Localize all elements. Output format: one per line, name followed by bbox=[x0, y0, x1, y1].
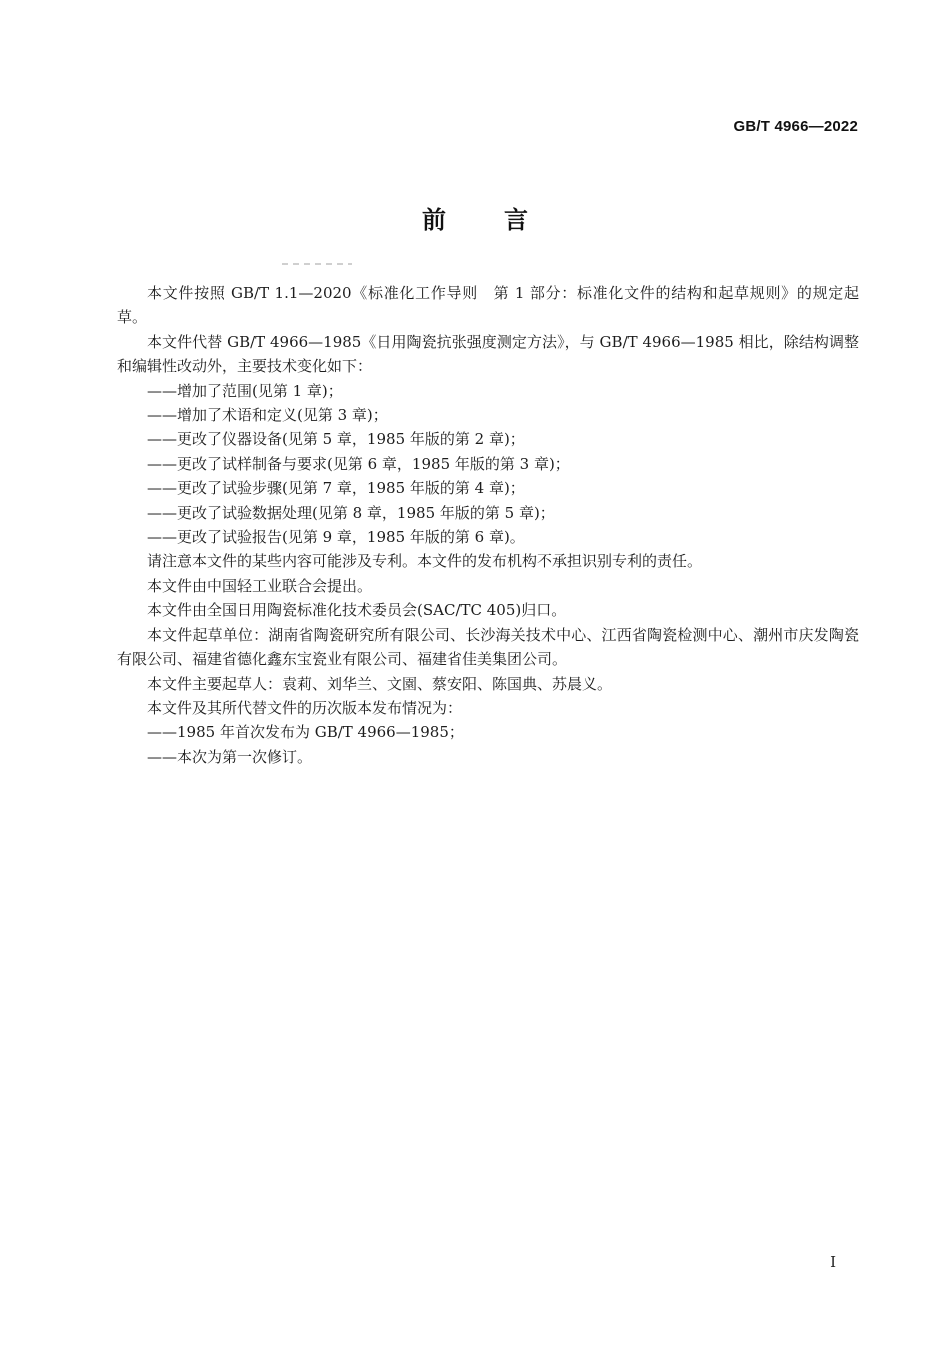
paragraph: 本文件起草单位：湖南省陶瓷研究所有限公司、长沙海关技术中心、江西省陶瓷检测中心、潮州市庆发陶瓷有限公司、福建省德化鑫东宝瓷业有限公司、福建省佳美集团公司。 bbox=[117, 625, 859, 669]
change-item: ——增加了范围(见第 1 章)； bbox=[147, 381, 343, 400]
paragraph: 本文件按照 GB/T 1.1—2020《标准化工作导则 第 1 部分：标准化文件的结构和起草规则》的规定起草。 bbox=[117, 284, 859, 327]
foreword-body bbox=[117, 281, 859, 769]
change-item: ——更改了仪器设备(见第 5 章，1985 年版的第 2 章)； bbox=[147, 430, 525, 449]
change-item: ——更改了试验步骤(见第 7 章，1985 年版的第 4 章)； bbox=[147, 479, 525, 498]
paragraph: 本文件代替 GB/T 4966—1985《日用陶瓷抗张强度测定方法》，与 GB/T 4966—1985 相比，除结构调整和编辑性改动外，主要技术变化如下： bbox=[117, 332, 859, 376]
standard-number: GB/T 4966—2022 bbox=[733, 118, 858, 135]
history-item: ——本次为第一次修订。 bbox=[147, 747, 313, 766]
change-item: ——更改了试验数据处理(见第 8 章，1985 年版的第 5 章)； bbox=[147, 503, 555, 522]
page-number: I bbox=[830, 1253, 836, 1271]
paragraph: 本文件由全国日用陶瓷标准化技术委员会(SAC/TC 405)归口。 bbox=[147, 601, 567, 620]
paragraph: 本文件及其所代替文件的历次版本发布情况为： bbox=[147, 698, 463, 717]
paragraph: 本文件由中国轻工业联合会提出。 bbox=[147, 576, 373, 595]
change-item: ——更改了试样制备与要求(见第 6 章，1985 年版的第 3 章)； bbox=[147, 454, 570, 473]
paragraph: 请注意本文件的某些内容可能涉及专利。本文件的发布机构不承担识别专利的责任。 bbox=[147, 552, 703, 571]
change-item: ——增加了术语和定义(见第 3 章)； bbox=[147, 406, 388, 425]
change-item: ——更改了试验报告(见第 9 章，1985 年版的第 6 章)。 bbox=[147, 528, 525, 547]
paragraph: 本文件主要起草人：袁莉、刘华兰、文園、蔡安阳、陈国典、苏晨义。 bbox=[147, 674, 613, 693]
history-item: ——1985 年首次发布为 GB/T 4966—1985； bbox=[147, 723, 464, 742]
scan-speck bbox=[282, 263, 352, 265]
page-title: 前言 bbox=[422, 206, 586, 234]
